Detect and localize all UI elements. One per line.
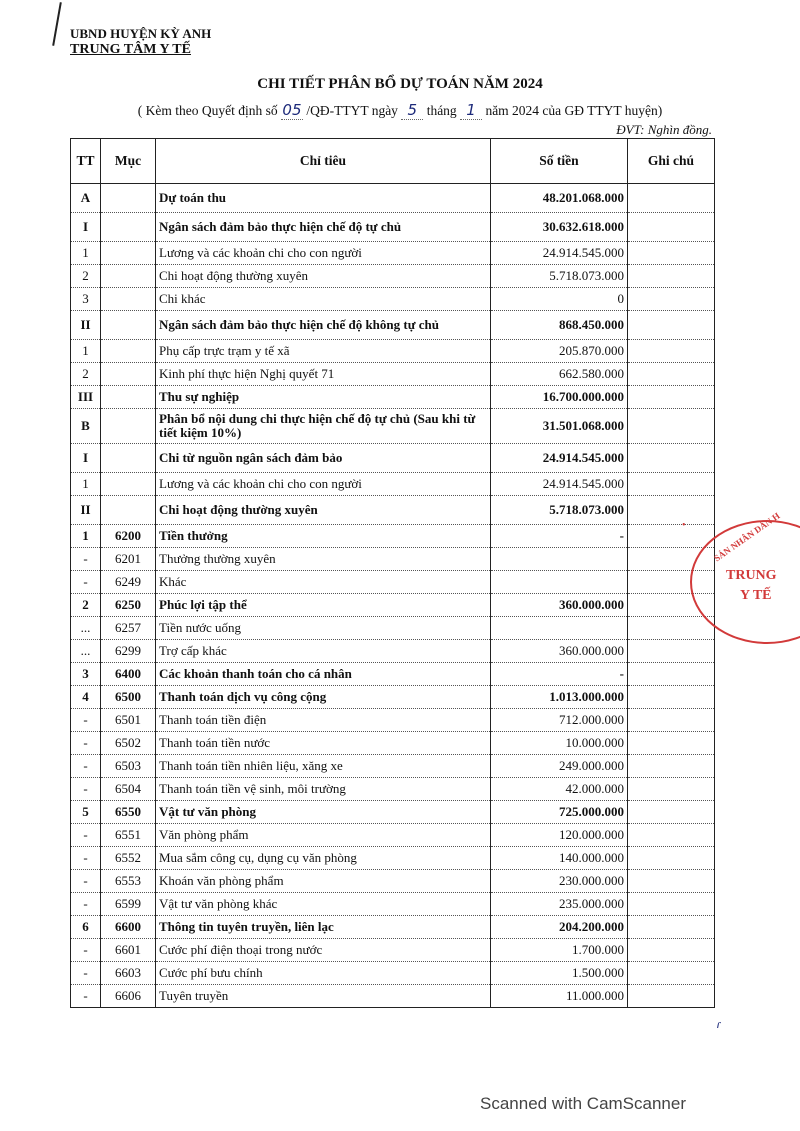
cell-muc: 6606 (101, 985, 156, 1008)
table-row (71, 548, 715, 571)
cell-tt: - (71, 939, 101, 962)
cell-ghi-chu (628, 363, 715, 386)
table-row (71, 686, 715, 709)
cell-tt: II (71, 496, 101, 525)
table-row (71, 709, 715, 732)
cell-so-tien: 24.914.545.000 (491, 473, 628, 496)
cell-chi-tieu: Thanh toán tiền nhiên liệu, xăng xe (156, 755, 491, 778)
cell-chi-tieu: Thông tin tuyên truyền, liên lạc (156, 916, 491, 939)
cell-tt: 4 (71, 686, 101, 709)
cell-ghi-chu (628, 409, 715, 444)
cell-ghi-chu (628, 778, 715, 801)
table-row (71, 473, 715, 496)
cell-chi-tieu: Thu sự nghiệp (156, 386, 491, 409)
subtitle-suffix: năm 2024 của GĐ TTYT huyện) (485, 103, 663, 118)
cell-so-tien: 662.580.000 (491, 363, 628, 386)
cell-tt: - (71, 778, 101, 801)
cell-ghi-chu (628, 755, 715, 778)
cell-muc (101, 363, 156, 386)
cell-ghi-chu (628, 824, 715, 847)
cell-muc: 6249 (101, 571, 156, 594)
cell-tt: - (71, 893, 101, 916)
cell-ghi-chu (628, 213, 715, 242)
cell-tt: - (71, 824, 101, 847)
cell-muc (101, 265, 156, 288)
cell-ghi-chu (628, 640, 715, 663)
table-header-row (71, 139, 715, 184)
cell-muc: 6501 (101, 709, 156, 732)
cell-muc: 6551 (101, 824, 156, 847)
cell-so-tien: 1.013.000.000 (491, 686, 628, 709)
cell-so-tien: 725.000.000 (491, 801, 628, 824)
cell-chi-tieu: Lương và các khoản chi cho con người (156, 242, 491, 265)
cell-ghi-chu (628, 473, 715, 496)
cell-muc: 6600 (101, 916, 156, 939)
table-row (71, 663, 715, 686)
cell-tt: - (71, 962, 101, 985)
cell-ghi-chu (628, 496, 715, 525)
cell-muc: 6503 (101, 755, 156, 778)
cell-muc: 6502 (101, 732, 156, 755)
cell-so-tien: 230.000.000 (491, 870, 628, 893)
column-header-tt: TT (71, 139, 101, 184)
table-row (71, 617, 715, 640)
cell-ghi-chu (628, 242, 715, 265)
table-row (71, 985, 715, 1008)
cell-chi-tieu: Trợ cấp khác (156, 640, 491, 663)
cell-so-tien: 249.000.000 (491, 755, 628, 778)
cell-muc: 6400 (101, 663, 156, 686)
red-mark: • (682, 520, 686, 531)
cell-ghi-chu (628, 617, 715, 640)
cell-tt: - (71, 985, 101, 1008)
table-row (71, 386, 715, 409)
cell-chi-tieu: Phúc lợi tập thể (156, 594, 491, 617)
cell-ghi-chu (628, 686, 715, 709)
cell-so-tien: 16.700.000.000 (491, 386, 628, 409)
table-row (71, 496, 715, 525)
cell-tt: - (71, 732, 101, 755)
cell-ghi-chu (628, 386, 715, 409)
cell-chi-tieu: Chi khác (156, 288, 491, 311)
cell-muc (101, 444, 156, 473)
cell-muc: 6553 (101, 870, 156, 893)
cell-so-tien: 205.870.000 (491, 340, 628, 363)
cell-tt: 2 (71, 594, 101, 617)
cell-so-tien: 204.200.000 (491, 916, 628, 939)
table-row (71, 893, 715, 916)
table-row (71, 444, 715, 473)
cell-muc: 6250 (101, 594, 156, 617)
cell-ghi-chu (628, 709, 715, 732)
cell-tt: ... (71, 617, 101, 640)
column-header-so-tien: Số tiền (491, 139, 628, 184)
cell-muc (101, 386, 156, 409)
cell-muc (101, 473, 156, 496)
column-header-ghi-chu: Ghi chú (628, 139, 715, 184)
subtitle-prefix: ( Kèm theo Quyết định số (137, 103, 278, 118)
cell-muc (101, 311, 156, 340)
document-subtitle (0, 101, 800, 120)
cell-ghi-chu (628, 265, 715, 288)
table-row (71, 571, 715, 594)
cell-chi-tieu: Chi hoạt động thường xuyên (156, 265, 491, 288)
cell-tt: A (71, 184, 101, 213)
cell-chi-tieu: Tiền thưởng (156, 525, 491, 548)
cell-chi-tieu: Dự toán thu (156, 184, 491, 213)
handwritten-mark: ɾ (716, 1016, 721, 1031)
cell-muc: 6201 (101, 548, 156, 571)
table-row (71, 288, 715, 311)
cell-so-tien (491, 571, 628, 594)
cell-so-tien: 24.914.545.000 (491, 242, 628, 265)
column-header-muc: Mục (101, 139, 156, 184)
cell-ghi-chu (628, 847, 715, 870)
cell-chi-tieu: Văn phòng phẩm (156, 824, 491, 847)
cell-ghi-chu (628, 939, 715, 962)
cell-muc (101, 184, 156, 213)
cell-tt: - (71, 755, 101, 778)
cell-ghi-chu (628, 525, 715, 548)
cell-chi-tieu: Lương và các khoản chi cho con người (156, 473, 491, 496)
document-title: CHI TIẾT PHÂN BỔ DỰ TOÁN NĂM 2024 (257, 76, 543, 92)
cell-so-tien (491, 617, 628, 640)
table-row (71, 801, 715, 824)
cell-muc: 6601 (101, 939, 156, 962)
cell-so-tien: 48.201.068.000 (491, 184, 628, 213)
cell-so-tien: 31.501.068.000 (491, 409, 628, 444)
cell-muc: 6504 (101, 778, 156, 801)
cell-ghi-chu (628, 311, 715, 340)
cell-chi-tieu: Thưởng thường xuyên (156, 548, 491, 571)
cell-chi-tieu: Chi từ nguồn ngân sách đảm bảo (156, 444, 491, 473)
table-row (71, 824, 715, 847)
table-row (71, 870, 715, 893)
cell-ghi-chu (628, 916, 715, 939)
signature-stroke (52, 2, 62, 46)
cell-muc: 6200 (101, 525, 156, 548)
cell-chi-tieu: Cước phí điện thoại trong nước (156, 939, 491, 962)
table-row (71, 363, 715, 386)
cell-chi-tieu: Các khoản thanh toán cho cá nhân (156, 663, 491, 686)
table-row (71, 916, 715, 939)
table-body (71, 184, 715, 1008)
cell-so-tien: 140.000.000 (491, 847, 628, 870)
cell-tt: ... (71, 640, 101, 663)
cell-so-tien: 30.632.618.000 (491, 213, 628, 242)
table-row (71, 640, 715, 663)
table-row (71, 184, 715, 213)
table-row (71, 939, 715, 962)
cell-tt: III (71, 386, 101, 409)
cell-so-tien: - (491, 663, 628, 686)
cell-ghi-chu (628, 444, 715, 473)
cell-tt: - (71, 847, 101, 870)
decision-day: 5 (401, 101, 423, 120)
cell-ghi-chu (628, 962, 715, 985)
table-row (71, 847, 715, 870)
cell-tt: 2 (71, 265, 101, 288)
cell-tt: 6 (71, 916, 101, 939)
table-row (71, 409, 715, 444)
cell-muc: 6599 (101, 893, 156, 916)
cell-so-tien: 360.000.000 (491, 640, 628, 663)
cell-ghi-chu (628, 893, 715, 916)
cell-tt: II (71, 311, 101, 340)
cell-ghi-chu (628, 870, 715, 893)
cell-so-tien: 1.700.000 (491, 939, 628, 962)
cell-muc: 6299 (101, 640, 156, 663)
cell-chi-tieu: Chi hoạt động thường xuyên (156, 496, 491, 525)
table-row (71, 242, 715, 265)
table-row (71, 594, 715, 617)
cell-chi-tieu: Thanh toán tiền vệ sinh, môi trường (156, 778, 491, 801)
stamp-arc-text: SẢN NHÂN DÂN H (712, 510, 782, 564)
org-line-1: UBND HUYỆN KỲ ANH (70, 26, 212, 41)
cell-chi-tieu: Kinh phí thực hiện Nghị quyết 71 (156, 363, 491, 386)
column-header-chi-tieu: Chỉ tiêu (156, 139, 491, 184)
cell-chi-tieu: Thanh toán tiền điện (156, 709, 491, 732)
stamp-line-2: Y TẾ (740, 588, 772, 603)
cell-ghi-chu (628, 288, 715, 311)
cell-ghi-chu (628, 732, 715, 755)
cell-so-tien: 712.000.000 (491, 709, 628, 732)
cell-muc: 6603 (101, 962, 156, 985)
cell-tt: 3 (71, 288, 101, 311)
cell-chi-tieu: Khác (156, 571, 491, 594)
cell-tt: I (71, 213, 101, 242)
cell-so-tien: 1.500.000 (491, 962, 628, 985)
cell-tt: 1 (71, 525, 101, 548)
organization-header (70, 26, 211, 58)
cell-so-tien: 360.000.000 (491, 594, 628, 617)
cell-chi-tieu: Phân bổ nội dung chi thực hiện chế độ tự chủ (Sau khi từ tiết kiệm 10%) (156, 409, 491, 444)
currency-unit: ĐVT: Nghìn đồng. (616, 122, 712, 137)
cell-muc (101, 242, 156, 265)
table-row (71, 213, 715, 242)
table-row (71, 755, 715, 778)
cell-chi-tieu: Ngân sách đảm bảo thực hiện chế độ không tự chủ (156, 311, 491, 340)
cell-chi-tieu: Thanh toán dịch vụ công cộng (156, 686, 491, 709)
cell-chi-tieu: Vật tư văn phòng khác (156, 893, 491, 916)
cell-tt: - (71, 571, 101, 594)
cell-chi-tieu: Cước phí bưu chính (156, 962, 491, 985)
cell-ghi-chu (628, 985, 715, 1008)
cell-so-tien: 10.000.000 (491, 732, 628, 755)
cell-chi-tieu: Ngân sách đảm bảo thực hiện chế độ tự chủ (156, 213, 491, 242)
cell-ghi-chu (628, 801, 715, 824)
cell-so-tien: - (491, 525, 628, 548)
table-row (71, 311, 715, 340)
cell-so-tien: 11.000.000 (491, 985, 628, 1008)
cell-chi-tieu: Mua sắm công cụ, dụng cụ văn phòng (156, 847, 491, 870)
decision-month: 1 (460, 101, 482, 120)
cell-so-tien: 0 (491, 288, 628, 311)
cell-tt: 5 (71, 801, 101, 824)
cell-muc: 6257 (101, 617, 156, 640)
cell-tt: 1 (71, 242, 101, 265)
table-row (71, 778, 715, 801)
cell-so-tien: 24.914.545.000 (491, 444, 628, 473)
cell-muc: 6552 (101, 847, 156, 870)
cell-tt: B (71, 409, 101, 444)
cell-chi-tieu: Khoán văn phòng phẩm (156, 870, 491, 893)
org-line-2: TRUNG TÂM Y TẾ (70, 42, 191, 57)
table-row (71, 265, 715, 288)
cell-so-tien: 42.000.000 (491, 778, 628, 801)
decision-number: 05 (282, 101, 302, 119)
table-row (71, 962, 715, 985)
cell-tt: - (71, 548, 101, 571)
cell-muc (101, 213, 156, 242)
cell-ghi-chu (628, 340, 715, 363)
table-row (71, 525, 715, 548)
cell-so-tien: 5.718.073.000 (491, 496, 628, 525)
cell-ghi-chu (628, 184, 715, 213)
cell-ghi-chu (628, 663, 715, 686)
stamp-line-1: TRUNG (726, 568, 777, 583)
cell-tt: - (71, 709, 101, 732)
cell-muc: 6500 (101, 686, 156, 709)
cell-chi-tieu: Phụ cấp trực trạm y tế xã (156, 340, 491, 363)
cell-tt: 3 (71, 663, 101, 686)
cell-muc (101, 288, 156, 311)
cell-muc (101, 496, 156, 525)
scanner-watermark: Scanned with CamScanner (480, 1094, 687, 1113)
cell-chi-tieu: Tiền nước uống (156, 617, 491, 640)
cell-so-tien: 120.000.000 (491, 824, 628, 847)
cell-so-tien: 235.000.000 (491, 893, 628, 916)
cell-tt: 2 (71, 363, 101, 386)
table-row (71, 340, 715, 363)
cell-chi-tieu: Tuyên truyền (156, 985, 491, 1008)
subtitle-mid-2: tháng (426, 103, 457, 118)
cell-tt: 1 (71, 340, 101, 363)
table-row (71, 732, 715, 755)
cell-chi-tieu: Vật tư văn phòng (156, 801, 491, 824)
cell-muc (101, 409, 156, 444)
cell-muc: 6550 (101, 801, 156, 824)
cell-so-tien (491, 548, 628, 571)
budget-table (70, 138, 715, 1008)
subtitle-mid-1: /QĐ-TTYT ngày (306, 103, 398, 118)
cell-chi-tieu: Thanh toán tiền nước (156, 732, 491, 755)
cell-so-tien: 868.450.000 (491, 311, 628, 340)
cell-tt: I (71, 444, 101, 473)
cell-tt: 1 (71, 473, 101, 496)
cell-tt: - (71, 870, 101, 893)
cell-muc (101, 340, 156, 363)
cell-so-tien: 5.718.073.000 (491, 265, 628, 288)
